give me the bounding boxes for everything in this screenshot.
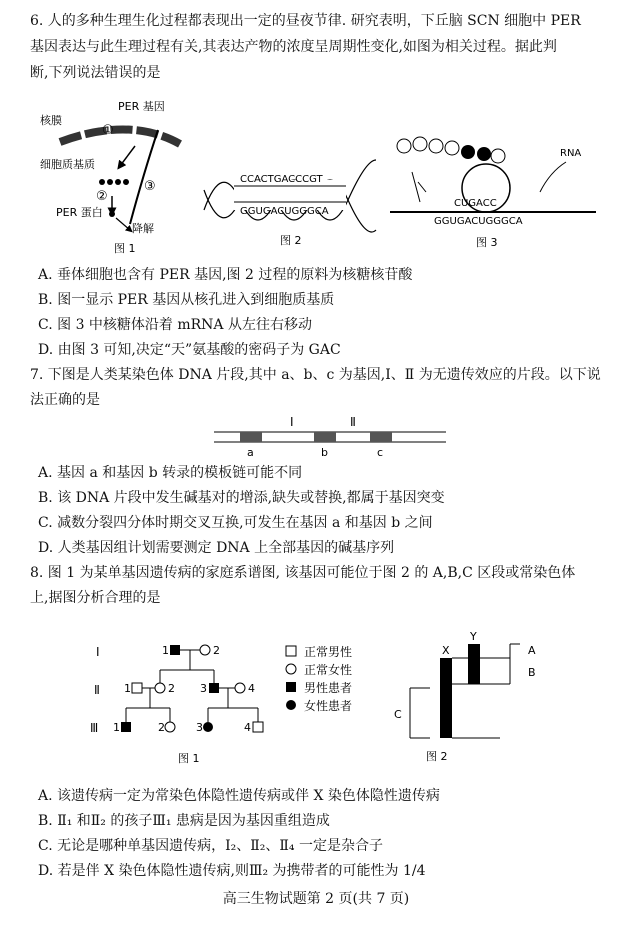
q8-option-a: A. 该遗传病一定为常染色体隐性遗传病或伴 X 染色体隐性遗传病	[38, 788, 440, 804]
q7-label-I: Ⅰ	[290, 415, 294, 429]
fig2-segment-a: A	[528, 644, 536, 657]
q6-stem-line1: 6. 人的多种生理生化过程都表现出一定的昼夜节律. 研究表明，下丘脑 SCN 细胞中 PER	[30, 13, 581, 29]
fig3-caption: 图 3	[476, 236, 498, 249]
fig3-top-strand: CUGACC	[454, 198, 497, 209]
fig1-per-gene: PER 基因	[118, 100, 165, 113]
gen-III: Ⅲ	[90, 721, 99, 735]
num: 1	[113, 721, 120, 734]
q6-stem-line2: 基因表达与此生理过程有关,其表达产物的浓度呈周期性变化,如图为相关过程。据此判	[30, 39, 557, 55]
fig1-step1: ①	[102, 123, 114, 138]
fig1-step3: ③	[144, 179, 156, 194]
q7-option-c: C. 减数分裂四分体时期交叉互换,可发生在基因 a 和基因 b 之间	[38, 515, 433, 531]
fig2-top-strand: CCACTGACCCGT	[240, 174, 323, 185]
q8-stem-line1: 8. 图 1 为某单基因遗传病的家庭系谱图, 该基因可能位于图 2 的 A,B,C 区段或常染色体	[30, 565, 576, 581]
legend-normal-female: 正常女性	[304, 663, 353, 677]
num: 3	[196, 721, 203, 734]
legend-affected-female: 女性患者	[304, 699, 353, 713]
q7-label-II: Ⅱ	[350, 415, 356, 429]
q6-figure-3	[390, 132, 600, 256]
fig2-y-label: Y	[470, 630, 477, 643]
fig1-per-protein: PER 蛋白	[56, 206, 103, 219]
fig2-caption: 图 2	[280, 234, 302, 247]
q6-option-b: B. 图一显示 PER 基因从核孔进入到细胞质基质	[38, 292, 335, 308]
fig2-segment-c: C	[394, 708, 402, 721]
q8-figure-2	[390, 630, 560, 770]
q7-dna-figure	[210, 410, 450, 460]
q6-option-a: A. 垂体细胞也含有 PER 基因,图 2 过程的原料为核糖核苷酸	[38, 267, 413, 283]
q7-stem-line2: 法正确的是	[30, 392, 100, 408]
legend-affected-male: 男性患者	[304, 681, 353, 695]
fig1-caption: 图 1	[114, 242, 136, 255]
q6-figure-1	[40, 96, 200, 256]
pedigree-caption: 图 1	[178, 752, 200, 765]
num: 2	[168, 682, 175, 695]
q7-gene-a: a	[247, 446, 254, 459]
q8-option-b: B. Ⅱ₁ 和Ⅱ₂ 的孩子Ⅲ₁ 患病是因为基因重组造成	[38, 813, 330, 829]
fig1-nucleus-membrane: 核膜	[40, 114, 62, 127]
fig2-caption: 图 2	[426, 750, 448, 763]
q7-gene-b: b	[321, 446, 328, 459]
q8-pedigree-figure	[90, 640, 280, 770]
q8-legend	[284, 642, 394, 722]
fig2-segment-b: B	[528, 666, 536, 679]
fig1-degrade: 降解	[132, 222, 154, 235]
gen-II: Ⅱ	[94, 683, 100, 697]
fig2-bottom-strand: GGUGACUGGGCA	[240, 206, 329, 217]
num: 3	[200, 682, 207, 695]
num: 2	[213, 644, 220, 657]
q8-stem-line2: 上,据图分析合理的是	[30, 590, 161, 606]
q8-option-d: D. 若是伴 X 染色体隐性遗传病,则Ⅲ₂ 为携带者的可能性为 1/4	[38, 863, 426, 879]
num: 4	[248, 682, 255, 695]
fig1-cytoplasm: 细胞质基质	[40, 158, 95, 171]
fig3-rna-label: RNA	[560, 148, 582, 159]
q7-option-a: A. 基因 a 和基因 b 转录的模板链可能不同	[38, 465, 303, 481]
gen-I: Ⅰ	[96, 645, 100, 659]
num: 4	[244, 721, 251, 734]
fig2-x-label: X	[442, 644, 450, 657]
q7-stem-line1: 7. 下图是人类某染色体 DNA 片段,其中 a、b、c 为基因,Ⅰ、Ⅱ 为无遗传效应的片段。以下说	[30, 367, 601, 383]
num: 1	[124, 682, 131, 695]
fig1-step2: ②	[96, 189, 108, 204]
page-footer: 高三生物试题第 2 页(共 7 页)	[222, 891, 410, 907]
q6-option-d: D. 由图 3 可知,决定“天”氨基酸的密码子为 GAC	[38, 342, 341, 358]
q6-figure-2	[200, 140, 380, 256]
num: 2	[158, 721, 165, 734]
legend-normal-male: 正常男性	[304, 645, 353, 659]
q7-option-d: D. 人类基因组计划需要测定 DNA 上全部基因的碱基序列	[38, 540, 395, 556]
q6-option-c: C. 图 3 中核糖体沿着 mRNA 从左往右移动	[38, 317, 312, 333]
fig3-bottom-strand: GGUGACUGGGCA	[434, 216, 523, 227]
num: 1	[162, 644, 169, 657]
q7-option-b: B. 该 DNA 片段中发生碱基对的增添,缺失或替换,都属于基因突变	[38, 490, 445, 506]
q8-option-c: C. 无论是哪种单基因遗传病，Ⅰ₂、Ⅱ₂、Ⅱ₄ 一定是杂合子	[38, 838, 383, 854]
q7-gene-c: c	[377, 446, 384, 459]
q6-stem-line3: 断,下列说法错误的是	[30, 65, 161, 81]
